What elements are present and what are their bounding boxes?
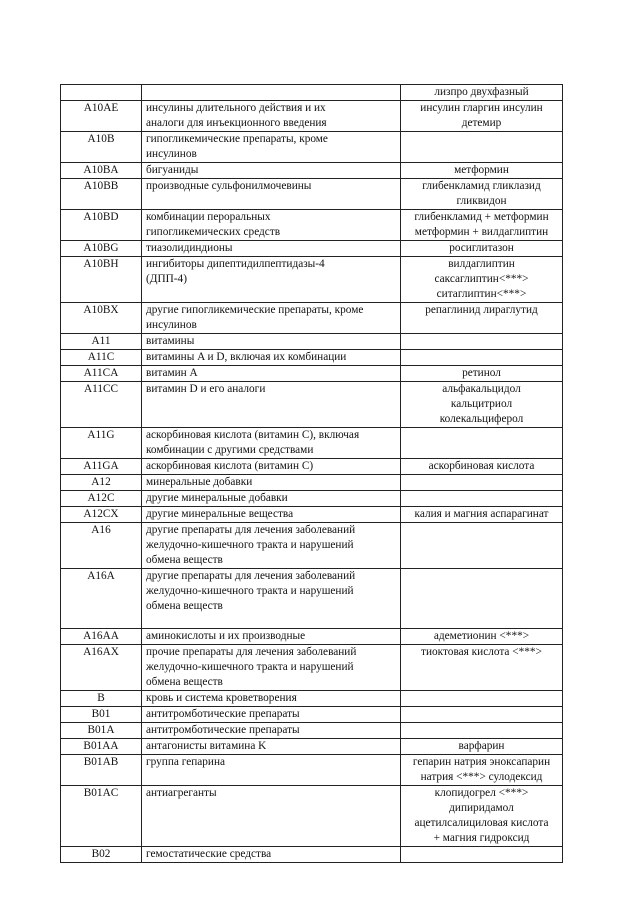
group-name-line: витамин D и его аналоги	[146, 383, 266, 395]
drug-name-line: клопидогрел <***>	[434, 787, 529, 799]
table-row	[61, 179, 563, 210]
table-row	[61, 132, 563, 163]
drug-name-cell	[401, 691, 563, 707]
group-name-line: инсулины длительного действия и их	[146, 102, 326, 114]
group-name-line: витамины A и D, включая их комбинации	[146, 351, 347, 363]
drug-name-cell	[401, 132, 563, 163]
table-row	[61, 428, 563, 459]
group-name-line: антагонисты витамина K	[146, 740, 267, 752]
table-row	[61, 691, 563, 707]
atc-group-cell	[142, 382, 401, 428]
atc-code-cell: A11G	[61, 428, 142, 459]
atc-code-cell	[61, 85, 142, 101]
atc-group-cell	[142, 366, 401, 382]
group-name-line: минеральные добавки	[146, 476, 253, 488]
drug-name-cell	[401, 707, 563, 723]
table-row	[61, 257, 563, 303]
drug-name-line: глибенкламид гликлазид	[422, 180, 541, 192]
atc-code-cell: A10BG	[61, 241, 142, 257]
group-name-line: аминокислоты и их производные	[146, 630, 306, 642]
drug-name-line: адеметионин <***>	[433, 630, 530, 642]
drug-name-line: колекальциферол	[439, 413, 524, 425]
group-name-line: другие минеральные добавки	[146, 492, 288, 504]
atc-group-cell	[142, 241, 401, 257]
group-name-line: кровь и система кроветворения	[146, 692, 297, 704]
drug-name-cell	[401, 382, 563, 428]
drug-name-cell	[401, 645, 563, 691]
atc-code-cell: A11	[61, 334, 142, 350]
atc-code-cell: A10AE	[61, 101, 142, 132]
group-name-line: обмена веществ	[146, 600, 223, 612]
drug-name-cell	[401, 459, 563, 475]
atc-group-cell	[142, 755, 401, 786]
atc-group-cell	[142, 507, 401, 523]
atc-group-cell	[142, 569, 401, 629]
group-name-line: (ДПП-4)	[146, 273, 187, 285]
group-name-line: другие гипогликемические препараты, кроме	[146, 304, 364, 316]
atc-group-cell	[142, 707, 401, 723]
group-name-line: аскорбиновая кислота (витамин C)	[146, 460, 314, 472]
group-name-line: обмена веществ	[146, 676, 223, 688]
table-row	[61, 101, 563, 132]
group-name-line: антитромботические препараты	[146, 708, 300, 720]
atc-code-cell: A16A	[61, 569, 142, 629]
atc-code-cell: A16	[61, 523, 142, 569]
group-name-line: тиазолидиндионы	[146, 242, 233, 254]
atc-group-cell	[142, 786, 401, 847]
atc-code-cell: B02	[61, 847, 142, 863]
group-name-line: витамины	[146, 335, 195, 347]
atc-code-cell: B01A	[61, 723, 142, 739]
drug-classification-table	[60, 84, 563, 863]
group-name-line: антитромботические препараты	[146, 724, 300, 736]
drug-name-line: калия и магния аспарагинат	[414, 508, 549, 520]
group-name-line: комбинации пероральных	[146, 211, 271, 223]
drug-name-cell	[401, 257, 563, 303]
atc-group-cell	[142, 645, 401, 691]
group-name-line: аскорбиновая кислота (витамин C), включая	[146, 429, 360, 441]
atc-group-cell	[142, 491, 401, 507]
group-name-line: желудочно-кишечного тракта и нарушений	[146, 585, 354, 597]
table-row	[61, 739, 563, 755]
table-row	[61, 382, 563, 428]
table-row	[61, 723, 563, 739]
atc-group-cell	[142, 85, 401, 101]
atc-group-cell	[142, 428, 401, 459]
drug-name-cell	[401, 366, 563, 382]
atc-group-cell	[142, 132, 401, 163]
atc-code-cell: A10BA	[61, 163, 142, 179]
group-name-line: комбинации с другими средствами	[146, 444, 314, 456]
drug-name-line: кальцитриол	[450, 398, 513, 410]
group-name-line: желудочно-кишечного тракта и нарушений	[146, 539, 354, 551]
group-name-line: другие препараты для лечения заболеваний	[146, 570, 356, 582]
table-row	[61, 475, 563, 491]
table-row	[61, 629, 563, 645]
drug-name-line: детемир	[461, 117, 502, 129]
group-name-line: гемостатические средства	[146, 848, 272, 860]
drug-name-line: аскорбиновая кислота	[428, 460, 535, 472]
atc-code-cell: B01AB	[61, 755, 142, 786]
atc-code-cell: B	[61, 691, 142, 707]
group-name-line: аналоги для инъекционного введения	[146, 117, 327, 129]
table-row	[61, 755, 563, 786]
table-row	[61, 85, 563, 101]
atc-code-cell: A11CC	[61, 382, 142, 428]
drug-name-line: гликвидон	[456, 195, 507, 207]
atc-code-cell: A16AA	[61, 629, 142, 645]
drug-name-line: альфакальцидол	[442, 383, 521, 395]
group-name-line: группа гепарина	[146, 756, 226, 768]
drug-name-line: вилдаглиптин	[448, 258, 515, 270]
atc-code-cell: A12	[61, 475, 142, 491]
atc-group-cell	[142, 179, 401, 210]
drug-name-line: метформин + вилдаглиптин	[414, 226, 549, 238]
table-row	[61, 569, 563, 629]
group-name-line: другие минеральные вещества	[146, 508, 294, 520]
group-name-line: ингибиторы дипептидилпептидазы-4	[146, 258, 325, 270]
drug-name-cell	[401, 723, 563, 739]
drug-name-line: дипиридамол	[449, 802, 514, 814]
atc-group-cell	[142, 723, 401, 739]
group-name-line: гипогликемические препараты, кроме	[146, 133, 328, 145]
drug-name-cell	[401, 241, 563, 257]
atc-group-cell	[142, 334, 401, 350]
atc-group-cell	[142, 257, 401, 303]
drug-name-line: ситаглиптин<***>	[436, 288, 527, 300]
drug-name-cell	[401, 428, 563, 459]
drug-name-line: росиглитазон	[449, 242, 514, 254]
atc-group-cell	[142, 847, 401, 863]
atc-code-cell: A11GA	[61, 459, 142, 475]
drug-name-cell	[401, 475, 563, 491]
drug-name-cell	[401, 303, 563, 334]
table-row	[61, 491, 563, 507]
drug-name-cell	[401, 491, 563, 507]
atc-group-cell	[142, 101, 401, 132]
table-row	[61, 241, 563, 257]
drug-name-cell	[401, 739, 563, 755]
group-name-line: прочие препараты для лечения заболеваний	[146, 646, 357, 658]
drug-name-cell	[401, 629, 563, 645]
group-name-line: обмена веществ	[146, 554, 223, 566]
group-name-line: инсулинов	[146, 319, 197, 331]
drug-name-line: гепарин натрия эноксапарин	[412, 756, 551, 768]
table-row	[61, 523, 563, 569]
drug-name-cell	[401, 755, 563, 786]
drug-name-cell	[401, 847, 563, 863]
group-name-line: желудочно-кишечного тракта и нарушений	[146, 661, 354, 673]
drug-name-cell	[401, 350, 563, 366]
group-name-line: гипогликемических средств	[146, 226, 281, 238]
drug-name-line: ретинол	[462, 367, 501, 379]
drug-name-cell	[401, 101, 563, 132]
drug-name-line: натрия <***> сулодексид	[420, 771, 543, 783]
atc-code-cell: A10BH	[61, 257, 142, 303]
atc-code-cell: A12CX	[61, 507, 142, 523]
group-name-line: производные сульфонилмочевины	[146, 180, 312, 192]
atc-code-cell: A10BX	[61, 303, 142, 334]
atc-group-cell	[142, 475, 401, 491]
atc-group-cell	[142, 691, 401, 707]
atc-code-cell: A10BB	[61, 179, 142, 210]
group-name-line: витамин A	[146, 367, 198, 379]
atc-code-cell: B01	[61, 707, 142, 723]
atc-code-cell: B01AC	[61, 786, 142, 847]
drug-name-cell	[401, 523, 563, 569]
atc-group-cell	[142, 629, 401, 645]
drug-name-cell	[401, 85, 563, 101]
drug-name-cell	[401, 210, 563, 241]
table-row	[61, 163, 563, 179]
table-body	[61, 85, 563, 863]
atc-group-cell	[142, 163, 401, 179]
table-row	[61, 334, 563, 350]
group-name-line: бигуаниды	[146, 164, 199, 176]
atc-group-cell	[142, 459, 401, 475]
drug-name-line: лизпро двухфазный	[434, 86, 529, 98]
table-row	[61, 459, 563, 475]
group-name-line: антиагреганты	[146, 787, 217, 799]
atc-group-cell	[142, 210, 401, 241]
drug-name-cell	[401, 507, 563, 523]
group-name-line: другие препараты для лечения заболеваний	[146, 524, 356, 536]
atc-group-cell	[142, 350, 401, 366]
table-row	[61, 210, 563, 241]
table-row	[61, 707, 563, 723]
drug-name-line: саксаглиптин<***>	[434, 273, 529, 285]
group-name-line: инсулинов	[146, 148, 197, 160]
drug-name-line: метформин	[454, 164, 509, 176]
atc-code-cell: B01AA	[61, 739, 142, 755]
drug-name-cell	[401, 334, 563, 350]
atc-code-cell: A10BD	[61, 210, 142, 241]
table-row	[61, 645, 563, 691]
table-row	[61, 366, 563, 382]
table-row	[61, 507, 563, 523]
atc-code-cell: A11C	[61, 350, 142, 366]
atc-code-cell: A16AX	[61, 645, 142, 691]
drug-name-line: репаглинид лираглутид	[425, 304, 538, 316]
table-row	[61, 350, 563, 366]
drug-name-line: глибенкламид + метформин	[414, 211, 549, 223]
drug-name-line: варфарин	[458, 740, 505, 752]
table-row	[61, 786, 563, 847]
drug-name-line: ацетилсалициловая кислота	[414, 817, 549, 829]
atc-code-cell: A11CA	[61, 366, 142, 382]
drug-name-cell	[401, 569, 563, 629]
drug-name-line: + магния гидроксид	[433, 832, 530, 844]
atc-group-cell	[142, 303, 401, 334]
table-row	[61, 303, 563, 334]
atc-group-cell	[142, 739, 401, 755]
atc-group-cell	[142, 523, 401, 569]
drug-name-line: инсулин гларгин инсулин	[420, 102, 543, 114]
drug-name-line: тиоктовая кислота <***>	[421, 646, 542, 658]
drug-name-cell	[401, 786, 563, 847]
atc-code-cell: A10B	[61, 132, 142, 163]
atc-code-cell: A12C	[61, 491, 142, 507]
table-row	[61, 847, 563, 863]
drug-name-cell	[401, 179, 563, 210]
drug-name-cell	[401, 163, 563, 179]
